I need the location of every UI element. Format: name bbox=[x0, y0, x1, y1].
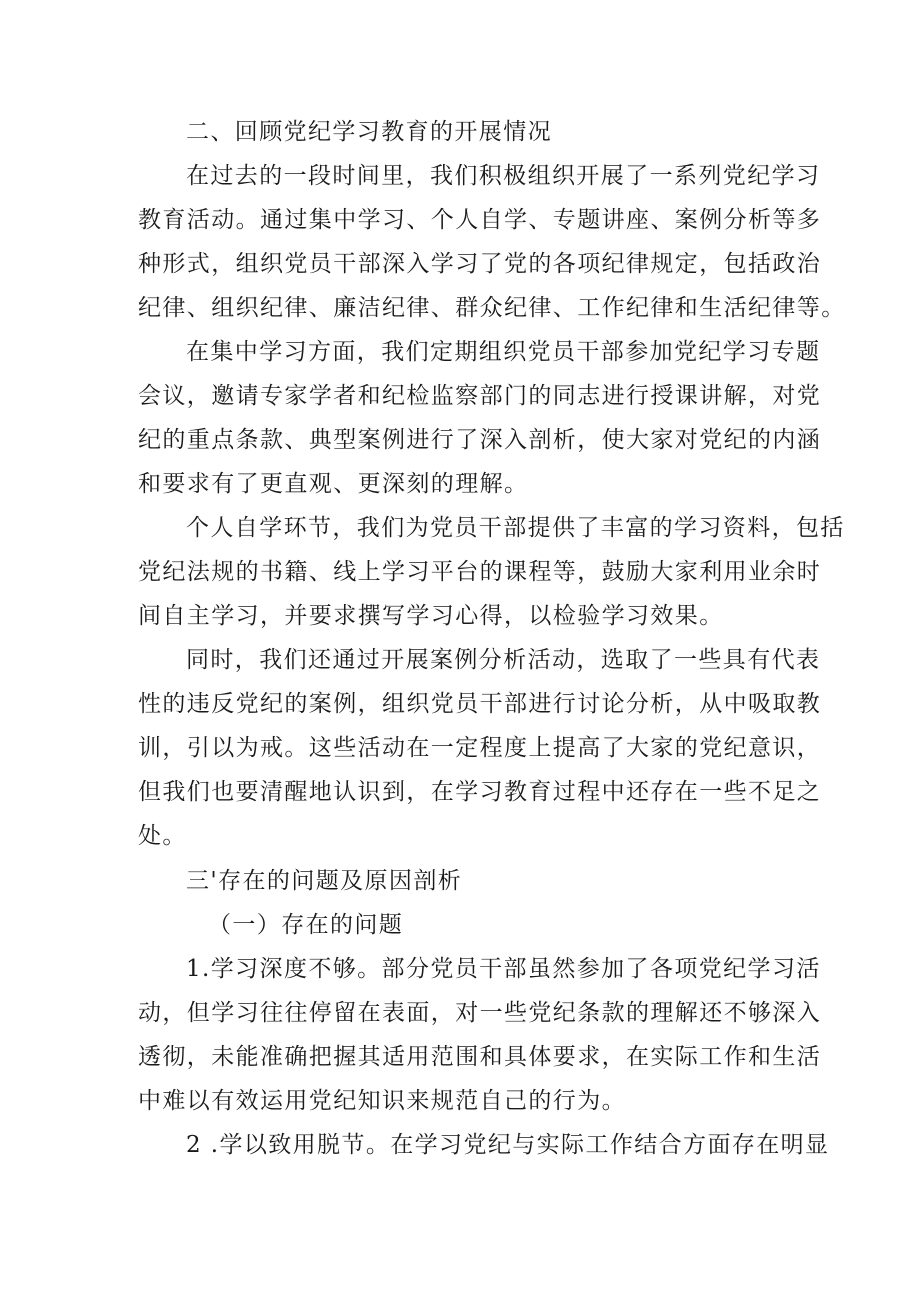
paragraph-line: 会议，邀请专家学者和纪检监察部门的同志进行授课讲解，对党 bbox=[138, 383, 822, 409]
paragraph-line: 个人自学环节，我们为党员干部提供了丰富的学习资料，包括 bbox=[186, 515, 845, 541]
paragraph-line: 在过去的一段时间里，我们积极组织开展了一系列党纪学习 bbox=[186, 163, 821, 189]
section-heading-3: 三'存在的问题及原因剖析 bbox=[186, 868, 463, 894]
section-heading-2: 二、回顾党纪学习教育的开展情况 bbox=[186, 119, 552, 145]
subsection-heading: （一）存在的问题 bbox=[208, 912, 404, 938]
paragraph-line: 党纪法规的书籍、线上学习平台的课程等，鼓励大家利用业余时 bbox=[138, 559, 822, 585]
paragraph-line: 间自主学习，并要求撰写学习心得，以检验学习效果。 bbox=[138, 603, 724, 629]
paragraph-line: 性的违反党纪的案例，组织党员干部进行讨论分析，从中吸取教 bbox=[138, 691, 822, 717]
paragraph-line: 处。 bbox=[138, 823, 187, 849]
paragraph-line: 透彻，未能准确把握其适用范围和具体要求，在实际工作和生活 bbox=[138, 1044, 822, 1070]
paragraph-line: 训，引以为戒。这些活动在一定程度上提高了大家的党纪意识， bbox=[138, 735, 822, 761]
paragraph-line: 纪的重点条款、典型案例进行了深入剖析，使大家对党纪的内涵 bbox=[138, 427, 822, 453]
paragraph-line: 1.学习深度不够。部分党员干部虽然参加了各项党纪学习活 bbox=[186, 956, 821, 982]
paragraph-line: 但我们也要清醒地认识到，在学习教育过程中还存在一些不足之 bbox=[138, 779, 822, 805]
paragraph-line: 2 .学以致用脱节。在学习党纪与实际工作结合方面存在明显 bbox=[186, 1132, 830, 1158]
paragraph-line: 纪律、组织纪律、廉洁纪律、群众纪律、工作纪律和生活纪律等。 bbox=[138, 295, 846, 321]
paragraph-line: 中难以有效运用党纪知识来规范自己的行为。 bbox=[138, 1088, 626, 1114]
paragraph-line: 和要求有了更直观、更深刻的理解。 bbox=[138, 471, 529, 497]
paragraph-line: 种形式，组织党员干部深入学习了党的各项纪律规定，包括政治 bbox=[138, 251, 822, 277]
paragraph-line: 教育活动。通过集中学习、个人自学、专题讲座、案例分析等多 bbox=[138, 207, 822, 233]
paragraph-line: 在集中学习方面，我们定期组织党员干部参加党纪学习专题 bbox=[186, 339, 821, 365]
paragraph-line: 同时，我们还通过开展案例分析活动，选取了一些具有代表 bbox=[186, 647, 821, 673]
paragraph-line: 动，但学习往往停留在表面，对一些党纪条款的理解还不够深入 bbox=[138, 1000, 822, 1026]
